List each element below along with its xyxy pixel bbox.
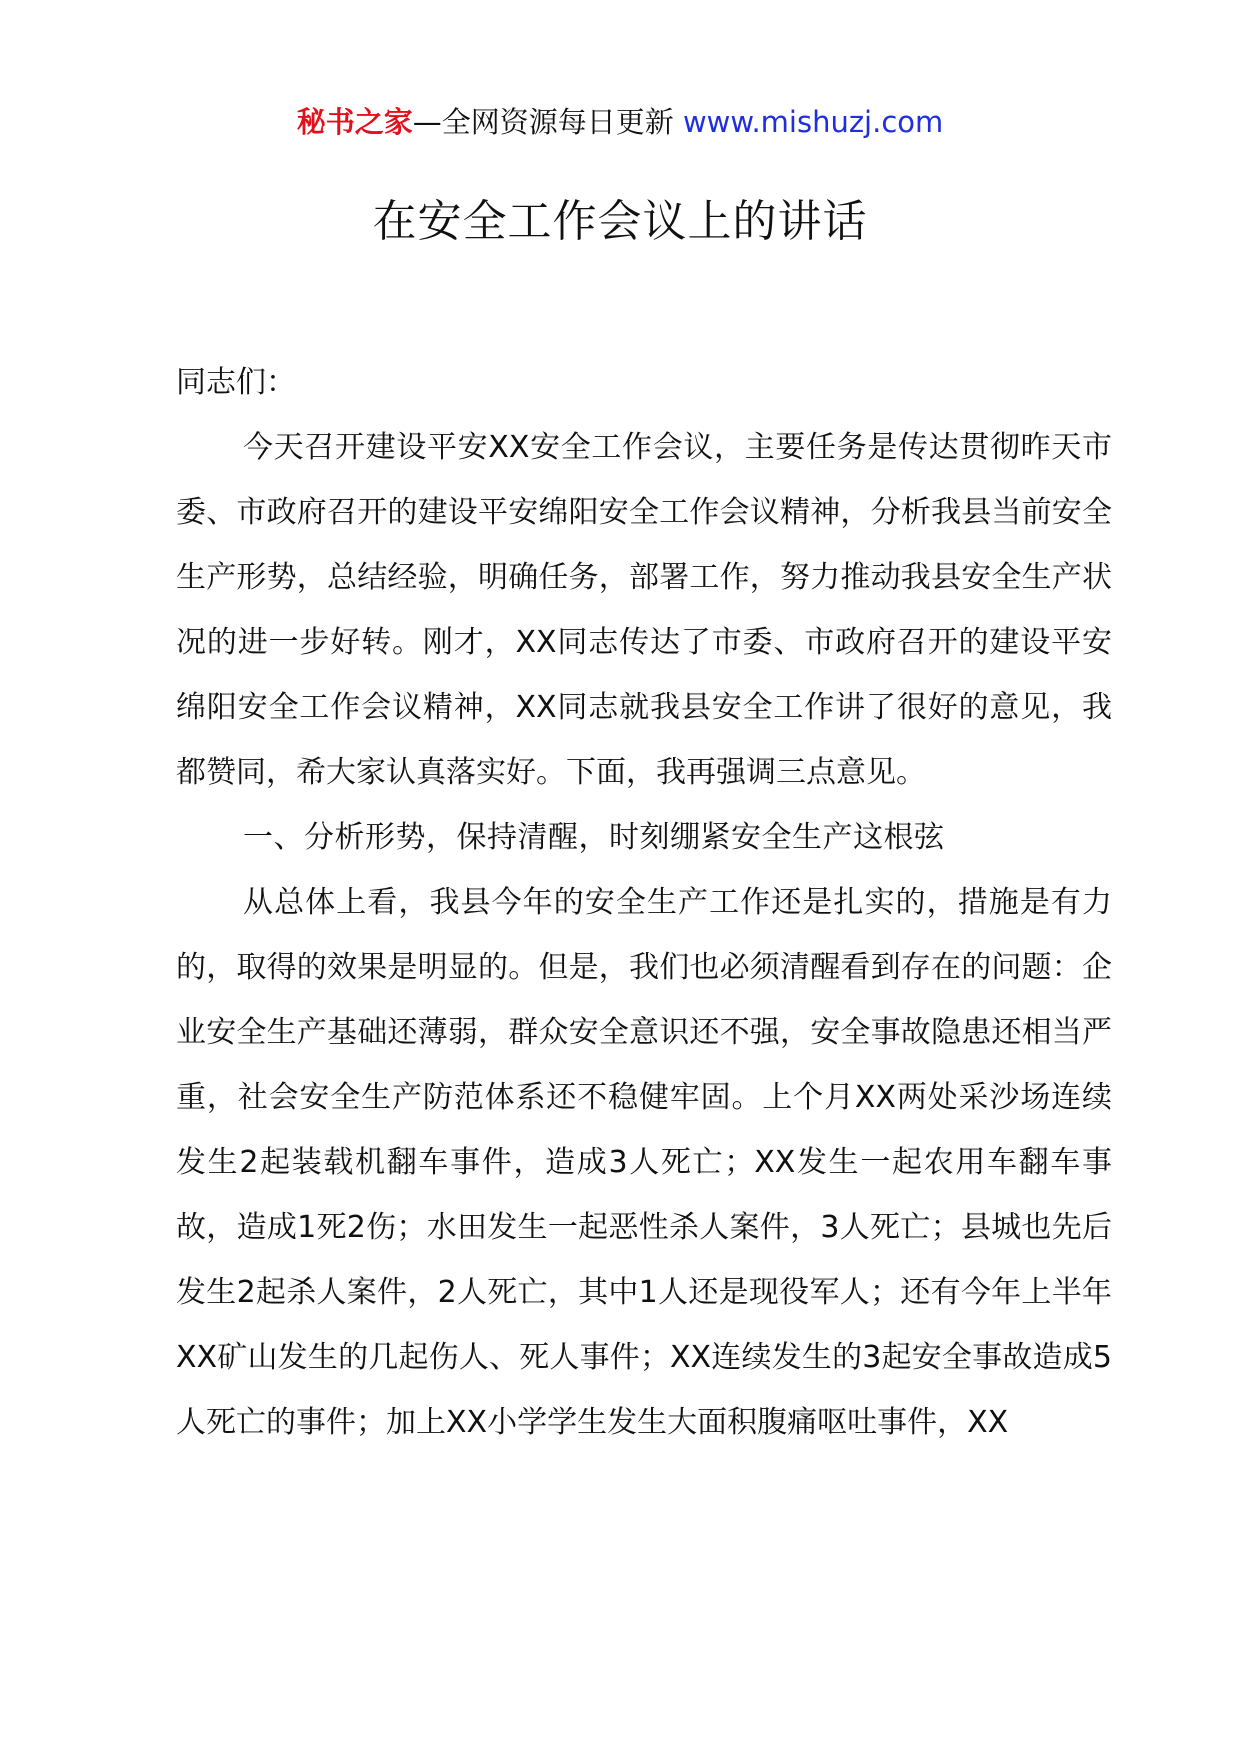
header-url-link[interactable]: www.mishuzj.com (682, 105, 944, 139)
header-brand: 秘书之家 (296, 105, 413, 139)
document-body (176, 350, 1112, 1455)
paragraph: 今天召开建设平安XX安全工作会议，主要任务是传达贯彻昨天市委、市政府召开的建设平安绵阳安全工作会议精神，分析我县当前安全生产形势，总结经验，明确任务，部署工作，努力推动我县安全生产状况的进一步好转。刚才，XX同志传达了市委、市政府召开的建设平安绵阳安全工作会议精神，XX同志就我县安全工作讲了很好的意见，我都赞同，希大家认真落实好。下面，我再强调三点意见。 (176, 430, 1112, 790)
paragraph: 从总体上看，我县今年的安全生产工作还是扎实的，措施是有力的，取得的效果是明显的。但是，我们也必须清醒看到存在的问题：企业安全生产基础还薄弱，群众安全意识还不强，安全事故隐患还相当严重，社会安全生产防范体系还不稳健牢固。上个月XX两处采沙场连续发生2起装载机翻车事件，造成3人死亡；XX发生一起农用车翻车事故，造成1死2伤；水田发生一起恶性杀人案件，3人死亡；县城也先后发生2起杀人案件，2人死亡，其中1人还是现役军人；还有今年上半年XX矿山发生的几起伤人、死人事件；XX连续发生的3起安全事故造成5人死亡的事件；加上XX小学学生发生大面积腹痛呕吐事件，XX (176, 885, 1112, 1440)
document-title: 在安全工作会议上的讲话 (372, 196, 868, 247)
salutation: 同志们： (176, 365, 296, 400)
page-header (0, 102, 1240, 142)
header-slogan: —全网资源每日更新 (412, 105, 683, 139)
section-heading: 一、分析形势，保持清醒，时刻绷紧安全生产这根弦 (243, 820, 945, 855)
